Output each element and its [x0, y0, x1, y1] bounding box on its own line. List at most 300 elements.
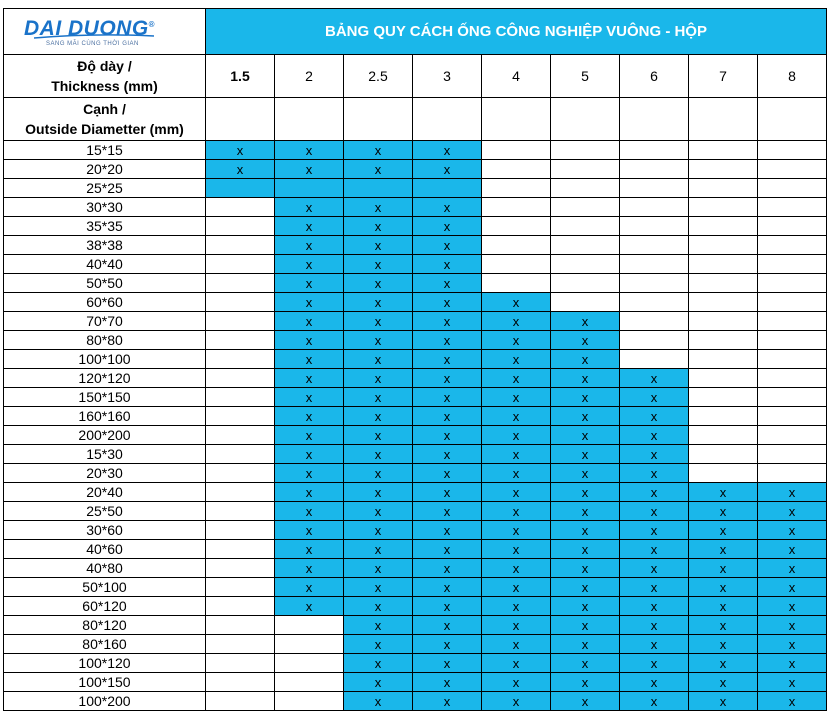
empty-cell — [758, 255, 827, 274]
size-cell: 100*100 — [4, 350, 206, 369]
available-mark-cell: x — [275, 293, 344, 312]
empty-cell — [689, 255, 758, 274]
available-mark-cell: x — [482, 616, 551, 635]
empty-cell — [689, 331, 758, 350]
empty-cell — [551, 141, 620, 160]
highlighted-empty-cell — [275, 179, 344, 198]
available-mark-cell: x — [344, 274, 413, 293]
available-mark-cell: x — [413, 274, 482, 293]
available-mark-cell: x — [275, 502, 344, 521]
empty-cell — [275, 692, 344, 711]
available-mark-cell: x — [551, 312, 620, 331]
available-mark-cell: x — [275, 521, 344, 540]
empty-cell — [620, 255, 689, 274]
available-mark-cell: x — [482, 540, 551, 559]
thickness-label-line2: Thickness (mm) — [51, 78, 158, 94]
available-mark-cell: x — [689, 692, 758, 711]
table-row — [4, 464, 827, 483]
available-mark-cell: x — [413, 217, 482, 236]
empty-cell — [689, 445, 758, 464]
available-mark-cell: x — [620, 559, 689, 578]
available-mark-cell: x — [620, 445, 689, 464]
available-mark-cell: x — [344, 654, 413, 673]
available-mark-cell: x — [413, 407, 482, 426]
available-mark-cell: x — [551, 616, 620, 635]
empty-cell — [206, 578, 275, 597]
size-cell: 100*120 — [4, 654, 206, 673]
empty-cell — [689, 293, 758, 312]
available-mark-cell: x — [551, 597, 620, 616]
table-row — [4, 540, 827, 559]
logo-tagline: SANG MÃI CÙNG THỜI GIAN — [46, 40, 139, 47]
available-mark-cell: x — [344, 483, 413, 502]
empty-cell — [206, 198, 275, 217]
available-mark-cell: x — [344, 331, 413, 350]
empty-cell — [206, 331, 275, 350]
available-mark-cell: x — [620, 597, 689, 616]
empty-cell — [275, 673, 344, 692]
available-mark-cell: x — [620, 673, 689, 692]
available-mark-cell: x — [413, 464, 482, 483]
table-row — [4, 597, 827, 616]
available-mark-cell: x — [344, 445, 413, 464]
available-mark-cell: x — [620, 483, 689, 502]
available-mark-cell: x — [275, 483, 344, 502]
table-row — [4, 654, 827, 673]
table-row — [4, 293, 827, 312]
empty-header-cell — [413, 98, 482, 141]
logo-registered: ® — [148, 19, 156, 29]
available-mark-cell: x — [413, 483, 482, 502]
empty-cell — [206, 521, 275, 540]
available-mark-cell: x — [758, 540, 827, 559]
available-mark-cell: x — [482, 312, 551, 331]
empty-cell — [482, 160, 551, 179]
available-mark-cell: x — [344, 198, 413, 217]
available-mark-cell: x — [689, 616, 758, 635]
empty-header-cell — [689, 98, 758, 141]
empty-cell — [758, 331, 827, 350]
empty-cell — [758, 369, 827, 388]
available-mark-cell: x — [413, 559, 482, 578]
available-mark-cell: x — [551, 692, 620, 711]
table-row — [4, 369, 827, 388]
empty-cell — [758, 141, 827, 160]
available-mark-cell: x — [482, 426, 551, 445]
available-mark-cell: x — [551, 483, 620, 502]
table-row — [4, 331, 827, 350]
available-mark-cell: x — [206, 160, 275, 179]
available-mark-cell: x — [344, 350, 413, 369]
empty-cell — [758, 198, 827, 217]
available-mark-cell: x — [758, 559, 827, 578]
available-mark-cell: x — [344, 597, 413, 616]
available-mark-cell: x — [275, 559, 344, 578]
thickness-header-cell: 3 — [413, 55, 482, 98]
empty-cell — [758, 388, 827, 407]
available-mark-cell: x — [413, 540, 482, 559]
empty-cell — [482, 141, 551, 160]
available-mark-cell: x — [413, 331, 482, 350]
table-row — [4, 559, 827, 578]
available-mark-cell: x — [482, 369, 551, 388]
available-mark-cell: x — [344, 635, 413, 654]
available-mark-cell: x — [413, 255, 482, 274]
size-cell: 20*20 — [4, 160, 206, 179]
available-mark-cell: x — [344, 160, 413, 179]
available-mark-cell: x — [689, 521, 758, 540]
available-mark-cell: x — [482, 673, 551, 692]
available-mark-cell: x — [413, 502, 482, 521]
available-mark-cell: x — [413, 654, 482, 673]
empty-cell — [482, 217, 551, 236]
available-mark-cell: x — [413, 521, 482, 540]
available-mark-cell: x — [344, 578, 413, 597]
thickness-header-row — [4, 55, 827, 98]
available-mark-cell: x — [344, 692, 413, 711]
table-row — [4, 483, 827, 502]
table-row — [4, 673, 827, 692]
available-mark-cell: x — [275, 198, 344, 217]
empty-cell — [758, 179, 827, 198]
empty-cell — [551, 198, 620, 217]
size-cell: 40*60 — [4, 540, 206, 559]
available-mark-cell: x — [758, 616, 827, 635]
size-cell: 38*38 — [4, 236, 206, 255]
empty-cell — [206, 597, 275, 616]
available-mark-cell: x — [620, 502, 689, 521]
size-cell: 15*15 — [4, 141, 206, 160]
size-cell: 100*200 — [4, 692, 206, 711]
available-mark-cell: x — [413, 236, 482, 255]
available-mark-cell: x — [275, 369, 344, 388]
available-mark-cell: x — [551, 407, 620, 426]
available-mark-cell: x — [551, 464, 620, 483]
table-row — [4, 445, 827, 464]
size-cell: 15*30 — [4, 445, 206, 464]
size-cell: 100*150 — [4, 673, 206, 692]
available-mark-cell: x — [551, 521, 620, 540]
table-row — [4, 141, 827, 160]
available-mark-cell: x — [413, 141, 482, 160]
empty-cell — [689, 179, 758, 198]
thickness-header-cell: 6 — [620, 55, 689, 98]
available-mark-cell: x — [689, 502, 758, 521]
empty-cell — [758, 217, 827, 236]
empty-cell — [206, 445, 275, 464]
empty-cell — [551, 236, 620, 255]
table-row — [4, 407, 827, 426]
available-mark-cell: x — [344, 464, 413, 483]
empty-cell — [689, 369, 758, 388]
table-row — [4, 255, 827, 274]
empty-cell — [689, 217, 758, 236]
available-mark-cell: x — [344, 559, 413, 578]
available-mark-cell: x — [620, 635, 689, 654]
available-mark-cell: x — [551, 369, 620, 388]
available-mark-cell: x — [344, 369, 413, 388]
available-mark-cell: x — [689, 673, 758, 692]
empty-cell — [275, 635, 344, 654]
available-mark-cell: x — [758, 483, 827, 502]
empty-cell — [482, 255, 551, 274]
empty-cell — [206, 274, 275, 293]
empty-header-cell — [551, 98, 620, 141]
available-mark-cell: x — [275, 464, 344, 483]
available-mark-cell: x — [620, 578, 689, 597]
size-label — [4, 98, 206, 141]
empty-header-cell — [275, 98, 344, 141]
empty-cell — [689, 426, 758, 445]
table-row — [4, 635, 827, 654]
available-mark-cell: x — [482, 464, 551, 483]
empty-cell — [482, 179, 551, 198]
available-mark-cell: x — [344, 616, 413, 635]
table-row — [4, 426, 827, 445]
empty-cell — [689, 274, 758, 293]
table-row — [4, 312, 827, 331]
empty-cell — [206, 426, 275, 445]
size-cell: 80*80 — [4, 331, 206, 350]
available-mark-cell: x — [413, 635, 482, 654]
empty-cell — [620, 236, 689, 255]
table-row — [4, 578, 827, 597]
size-cell: 40*40 — [4, 255, 206, 274]
highlighted-empty-cell — [344, 179, 413, 198]
available-mark-cell: x — [482, 654, 551, 673]
available-mark-cell: x — [413, 293, 482, 312]
available-mark-cell: x — [758, 635, 827, 654]
empty-cell — [689, 198, 758, 217]
empty-cell — [551, 217, 620, 236]
empty-cell — [206, 217, 275, 236]
available-mark-cell: x — [344, 540, 413, 559]
thickness-header-cell: 2 — [275, 55, 344, 98]
available-mark-cell: x — [344, 236, 413, 255]
table-row — [4, 274, 827, 293]
empty-cell — [689, 236, 758, 255]
size-cell: 80*160 — [4, 635, 206, 654]
available-mark-cell: x — [689, 483, 758, 502]
available-mark-cell: x — [413, 350, 482, 369]
size-cell: 50*100 — [4, 578, 206, 597]
available-mark-cell: x — [275, 350, 344, 369]
empty-cell — [620, 350, 689, 369]
empty-cell — [758, 407, 827, 426]
available-mark-cell: x — [689, 654, 758, 673]
empty-cell — [206, 673, 275, 692]
empty-cell — [206, 483, 275, 502]
available-mark-cell: x — [758, 673, 827, 692]
available-mark-cell: x — [620, 521, 689, 540]
size-cell: 20*30 — [4, 464, 206, 483]
available-mark-cell: x — [275, 255, 344, 274]
available-mark-cell: x — [413, 673, 482, 692]
empty-cell — [206, 559, 275, 578]
available-mark-cell: x — [413, 597, 482, 616]
available-mark-cell: x — [482, 293, 551, 312]
available-mark-cell: x — [551, 673, 620, 692]
available-mark-cell: x — [482, 350, 551, 369]
size-cell: 60*60 — [4, 293, 206, 312]
table-title: BẢNG QUY CÁCH ỐNG CÔNG NGHIỆP VUÔNG - HỘP — [206, 9, 827, 55]
available-mark-cell: x — [275, 540, 344, 559]
spec-sheet — [3, 8, 827, 711]
size-cell: 60*120 — [4, 597, 206, 616]
empty-cell — [551, 160, 620, 179]
empty-cell — [689, 160, 758, 179]
size-label-line2: Outside Diametter (mm) — [25, 121, 184, 137]
empty-cell — [206, 407, 275, 426]
available-mark-cell: x — [689, 597, 758, 616]
empty-cell — [758, 274, 827, 293]
available-mark-cell: x — [413, 160, 482, 179]
thickness-label-line1: Độ dày / — [77, 58, 132, 74]
available-mark-cell: x — [413, 578, 482, 597]
empty-cell — [689, 407, 758, 426]
available-mark-cell: x — [551, 388, 620, 407]
table-row — [4, 179, 827, 198]
available-mark-cell: x — [758, 521, 827, 540]
empty-cell — [275, 654, 344, 673]
size-cell: 120*120 — [4, 369, 206, 388]
available-mark-cell: x — [551, 445, 620, 464]
available-mark-cell: x — [758, 502, 827, 521]
available-mark-cell: x — [482, 502, 551, 521]
available-mark-cell: x — [344, 673, 413, 692]
title-row — [4, 9, 827, 55]
available-mark-cell: x — [620, 540, 689, 559]
available-mark-cell: x — [620, 692, 689, 711]
empty-cell — [689, 312, 758, 331]
available-mark-cell: x — [758, 578, 827, 597]
available-mark-cell: x — [275, 578, 344, 597]
available-mark-cell: x — [275, 274, 344, 293]
table-row — [4, 616, 827, 635]
empty-header-cell — [344, 98, 413, 141]
available-mark-cell: x — [620, 388, 689, 407]
available-mark-cell: x — [758, 597, 827, 616]
available-mark-cell: x — [344, 388, 413, 407]
empty-cell — [620, 312, 689, 331]
table-row — [4, 502, 827, 521]
size-cell: 25*25 — [4, 179, 206, 198]
available-mark-cell: x — [551, 559, 620, 578]
available-mark-cell: x — [482, 692, 551, 711]
available-mark-cell: x — [413, 312, 482, 331]
available-mark-cell: x — [551, 578, 620, 597]
empty-cell — [551, 179, 620, 198]
empty-header-cell — [758, 98, 827, 141]
available-mark-cell: x — [620, 464, 689, 483]
empty-cell — [620, 198, 689, 217]
available-mark-cell: x — [344, 312, 413, 331]
empty-cell — [206, 654, 275, 673]
thickness-header-cell: 5 — [551, 55, 620, 98]
available-mark-cell: x — [551, 635, 620, 654]
table-row — [4, 350, 827, 369]
empty-cell — [620, 217, 689, 236]
available-mark-cell: x — [344, 141, 413, 160]
empty-cell — [689, 350, 758, 369]
table-row — [4, 388, 827, 407]
available-mark-cell: x — [551, 331, 620, 350]
empty-cell — [620, 160, 689, 179]
table-row — [4, 198, 827, 217]
empty-cell — [689, 141, 758, 160]
empty-cell — [551, 293, 620, 312]
empty-cell — [620, 141, 689, 160]
empty-header-cell — [482, 98, 551, 141]
available-mark-cell: x — [620, 654, 689, 673]
available-mark-cell: x — [482, 521, 551, 540]
empty-cell — [206, 255, 275, 274]
available-mark-cell: x — [413, 692, 482, 711]
size-cell: 150*150 — [4, 388, 206, 407]
highlighted-empty-cell — [413, 179, 482, 198]
available-mark-cell: x — [275, 331, 344, 350]
thickness-label — [4, 55, 206, 98]
empty-header-cell — [620, 98, 689, 141]
size-cell: 25*50 — [4, 502, 206, 521]
available-mark-cell: x — [482, 559, 551, 578]
empty-cell — [758, 350, 827, 369]
available-mark-cell: x — [275, 141, 344, 160]
thickness-header-cell: 4 — [482, 55, 551, 98]
empty-header-cell — [206, 98, 275, 141]
empty-cell — [206, 616, 275, 635]
size-cell: 50*50 — [4, 274, 206, 293]
empty-cell — [482, 198, 551, 217]
available-mark-cell: x — [482, 635, 551, 654]
available-mark-cell: x — [482, 445, 551, 464]
available-mark-cell: x — [413, 198, 482, 217]
highlighted-empty-cell — [206, 179, 275, 198]
available-mark-cell: x — [344, 293, 413, 312]
available-mark-cell: x — [413, 616, 482, 635]
available-mark-cell: x — [275, 160, 344, 179]
size-cell: 160*160 — [4, 407, 206, 426]
available-mark-cell: x — [689, 540, 758, 559]
thickness-header-cell: 2.5 — [344, 55, 413, 98]
empty-cell — [620, 274, 689, 293]
thickness-header-cell: 1.5 — [206, 55, 275, 98]
size-cell: 40*80 — [4, 559, 206, 578]
empty-cell — [206, 350, 275, 369]
available-mark-cell: x — [689, 635, 758, 654]
spec-table — [3, 8, 827, 711]
available-mark-cell: x — [551, 426, 620, 445]
available-mark-cell: x — [344, 426, 413, 445]
available-mark-cell: x — [620, 426, 689, 445]
empty-cell — [620, 331, 689, 350]
empty-cell — [275, 616, 344, 635]
empty-cell — [206, 692, 275, 711]
empty-cell — [482, 274, 551, 293]
available-mark-cell: x — [344, 255, 413, 274]
available-mark-cell: x — [413, 388, 482, 407]
available-mark-cell: x — [344, 502, 413, 521]
empty-cell — [551, 255, 620, 274]
empty-cell — [206, 464, 275, 483]
table-row — [4, 236, 827, 255]
available-mark-cell: x — [275, 407, 344, 426]
empty-cell — [206, 635, 275, 654]
thickness-header-cell: 7 — [689, 55, 758, 98]
available-mark-cell: x — [551, 350, 620, 369]
available-mark-cell: x — [275, 217, 344, 236]
available-mark-cell: x — [413, 369, 482, 388]
